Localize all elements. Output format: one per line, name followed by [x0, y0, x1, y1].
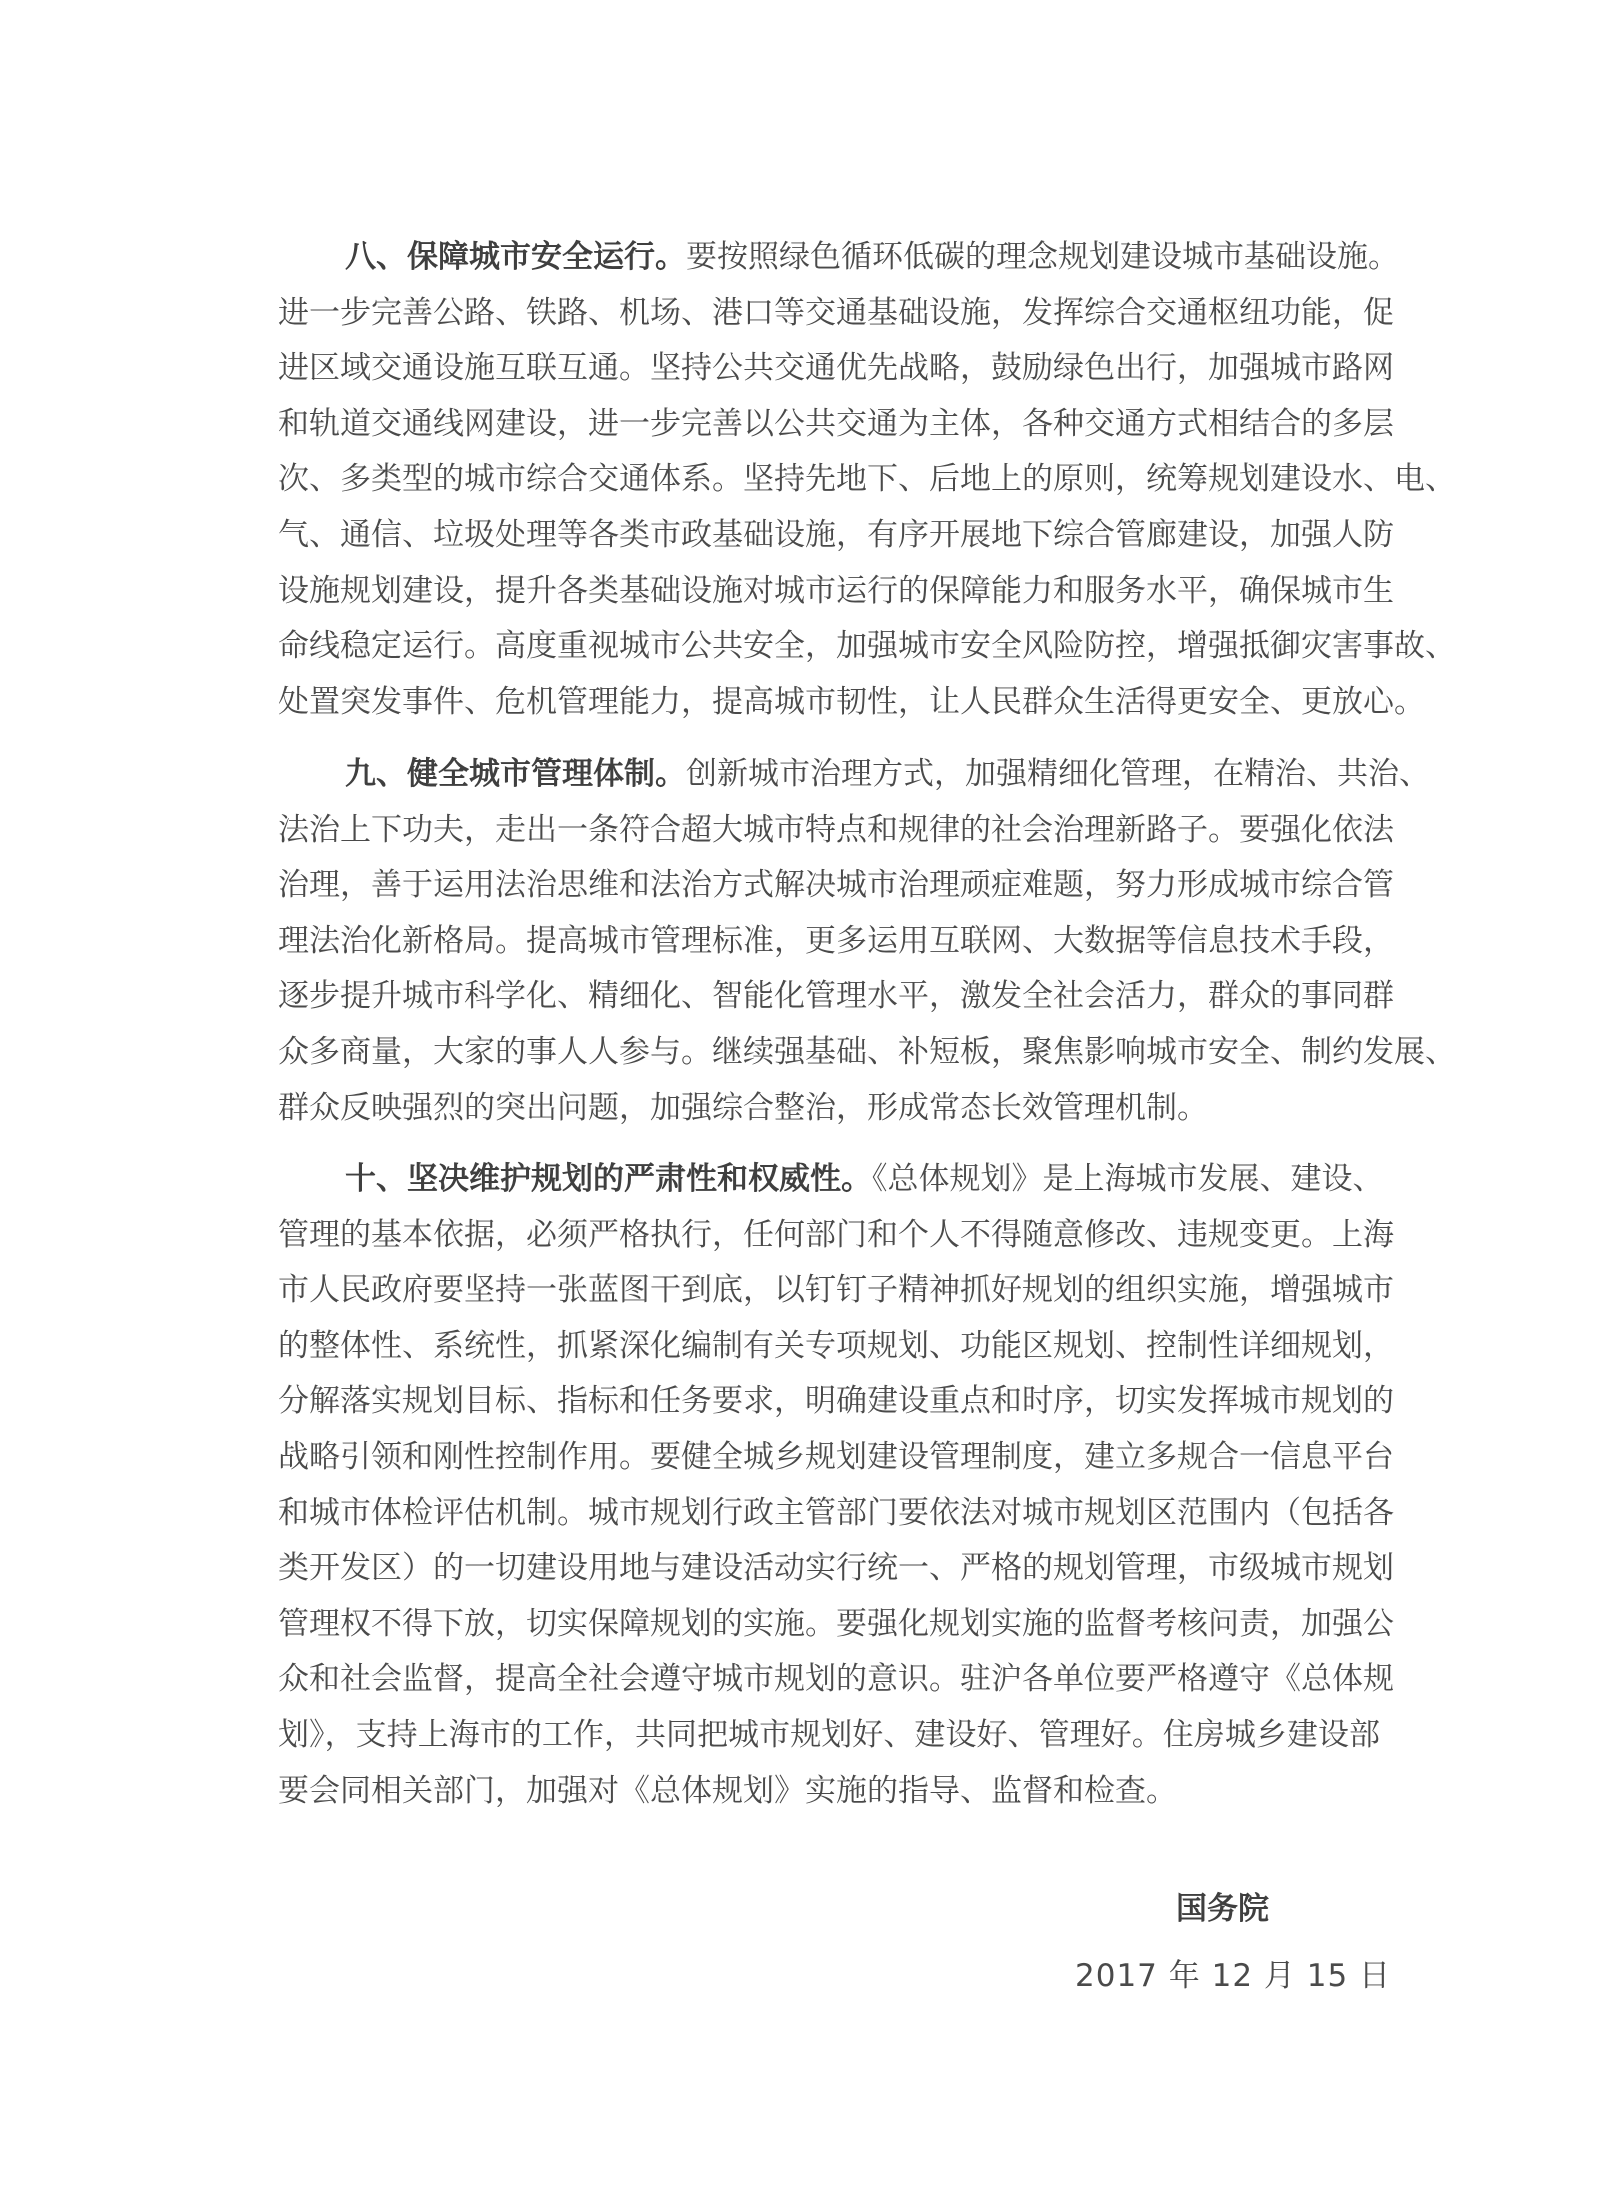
paragraph-line: 治理，善于运用法治思维和法治方式解决城市治理顽症难题，努力形成城市综合管: [278, 867, 1394, 904]
paragraph-line: 进一步完善公路、铁路、机场、港口等交通基础设施，发挥综合交通枢纽功能，促: [278, 294, 1394, 331]
paragraph-line: 进区域交通设施互联互通。坚持公共交通优先战略，鼓励绿色出行，加强城市路网: [278, 350, 1394, 387]
paragraph-line: 九、健全城市管理体制。创新城市治理方式，加强精细化管理，在精治、共治、: [345, 756, 1430, 792]
paragraph-line: 处置突发事件、危机管理能力，提高城市韧性，让人民群众生活得更安全、更放心。: [278, 683, 1425, 720]
paragraph-line: 群众反映强烈的突出问题，加强综合整治，形成常态长效管理机制。: [278, 1089, 1208, 1126]
paragraph-line: 和城市体检评估机制。城市规划行政主管部门要依法对城市规划区范围内（包括各: [278, 1494, 1394, 1531]
paragraph-line: 战略引领和刚性控制作用。要健全城乡规划建设管理制度，建立多规合一信息平台: [278, 1438, 1394, 1475]
paragraph-line: 十、坚决维护规划的严肃性和权威性。《总体规划》是上海城市发展、建设、: [345, 1161, 1384, 1197]
paragraph-line: 气、通信、垃圾处理等各类市政基础设施，有序开展地下综合管廊建设，加强人防: [278, 516, 1394, 553]
section-9: [278, 747, 1456, 1136]
paragraph-line: 分解落实规划目标、指标和任务要求，明确建设重点和时序，切实发挥城市规划的: [278, 1383, 1394, 1420]
paragraph-line: 管理权不得下放，切实保障规划的实施。要强化规划实施的监督考核问责，加强公: [278, 1605, 1394, 1642]
section-10: [278, 1152, 1394, 1819]
paragraph-line: 众多商量，大家的事人人参与。继续强基础、补短板，聚焦影响城市安全、制约发展、: [278, 1033, 1456, 1070]
paragraph-line: 管理的基本依据，必须严格执行，任何部门和个人不得随意修改、违规变更。上海: [278, 1216, 1394, 1253]
paragraph-line: 划》，支持上海市的工作，共同把城市规划好、建设好、管理好。住房城乡建设部: [278, 1716, 1380, 1753]
paragraph-line: 八、保障城市安全运行。要按照绿色循环低碳的理念规划建设城市基础设施。: [345, 239, 1399, 275]
paragraph-line: 众和社会监督，提高全社会遵守城市规划的意识。驻沪各单位要严格遵守《总体规: [278, 1661, 1394, 1698]
signature-organization: 国务院: [1176, 1891, 1269, 1927]
paragraph-line: 理法治化新格局。提高城市管理标准，更多运用互联网、大数据等信息技术手段，: [278, 922, 1394, 959]
paragraph-line: 设施规划建设，提升各类基础设施对城市运行的保障能力和服务水平，确保城市生: [278, 572, 1394, 609]
paragraph-line: 要会同相关部门，加强对《总体规划》实施的指导、监督和检查。: [278, 1772, 1177, 1809]
paragraph-line: 逐步提升城市科学化、精细化、智能化管理水平，激发全社会活力，群众的事同群: [278, 978, 1394, 1015]
paragraph-line: 市人民政府要坚持一张蓝图干到底，以钉钉子精神抓好规划的组织实施，增强城市: [278, 1272, 1394, 1309]
section-heading: 九、健全城市管理体制。: [345, 756, 686, 792]
paragraph-line: 和轨道交通线网建设，进一步完善以公共交通为主体，各种交通方式相结合的多层: [278, 405, 1394, 442]
paragraph-line: 法治上下功夫，走出一条符合超大城市特点和规律的社会治理新路子。要强化依法: [278, 811, 1394, 848]
paragraph-line: 次、多类型的城市综合交通体系。坚持先地下、后地上的原则，统筹规划建设水、电、: [278, 461, 1456, 498]
section-heading: 八、保障城市安全运行。: [345, 239, 686, 275]
section-heading: 十、坚决维护规划的严肃性和权威性。: [345, 1161, 872, 1197]
paragraph-line: 类开发区）的一切建设用地与建设活动实行统一、严格的规划管理，市级城市规划: [278, 1550, 1394, 1587]
paragraph-line: 的整体性、系统性，抓紧深化编制有关专项规划、功能区规划、控制性详细规划，: [278, 1327, 1394, 1364]
section-8: [278, 230, 1456, 730]
signature-date: 2017 年 12 月 15 日: [1075, 1958, 1392, 1994]
paragraph-line: 命线稳定运行。高度重视城市公共安全，加强城市安全风险防控，增强抵御灾害事故、: [278, 628, 1456, 665]
